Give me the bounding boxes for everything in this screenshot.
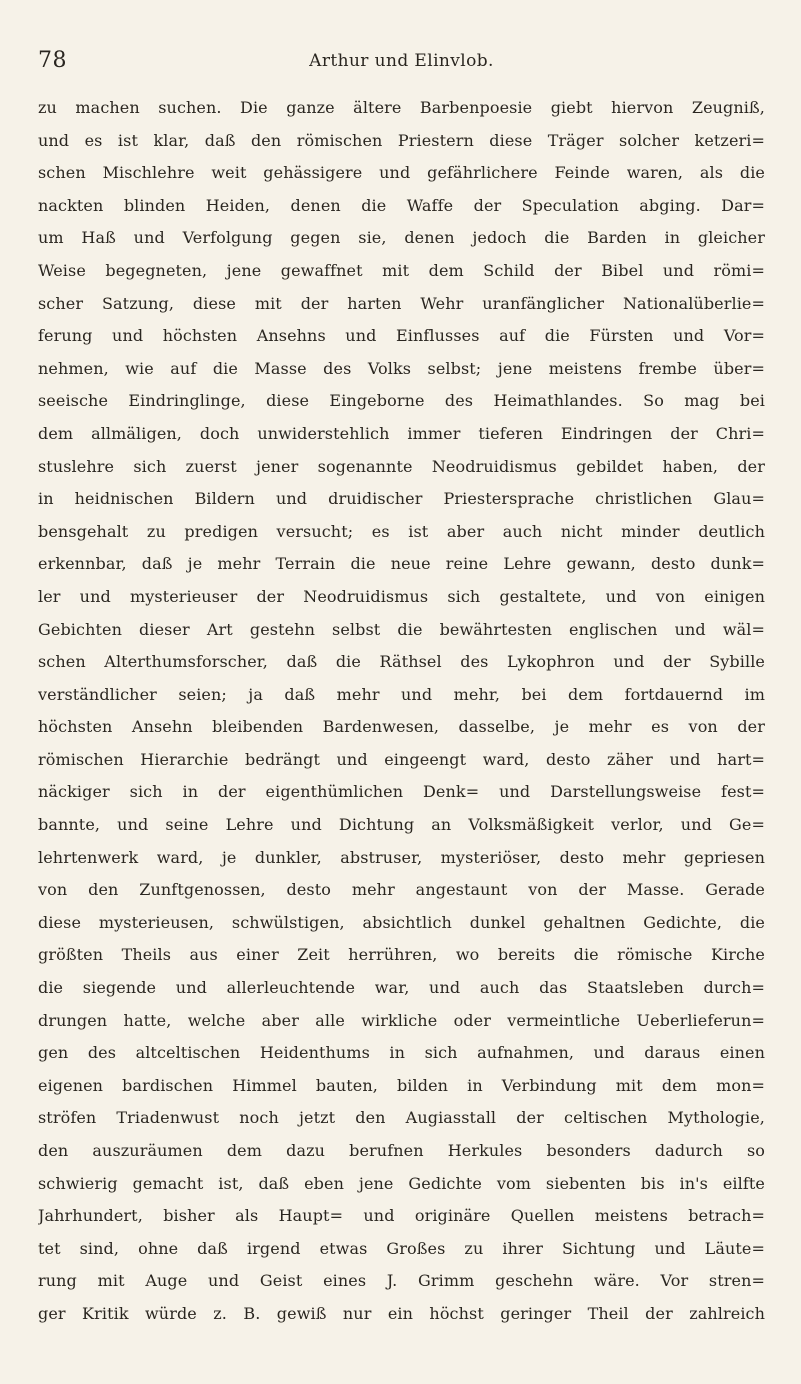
text-line: schen Alterthumsforscher, daß die Räthsel des Lykophron und der Sybille (38, 652, 765, 672)
running-head (38, 46, 765, 76)
body-text (38, 92, 765, 1331)
text-line: tet sind, ohne daß irgend etwas Großes zu ihrer Sichtung und Läute= (38, 1238, 765, 1258)
text-line: Gebichten dieser Art gestehn selbst die bewährtesten englischen und wäl= (38, 619, 765, 639)
page-number: 78 (38, 48, 67, 73)
text-line: römischen Hierarchie bedrängt und eingeengt ward, desto zäher und hart= (38, 749, 765, 769)
text-line: ferung und höchsten Ansehns und Einflusses auf die Fürsten und Vor= (38, 326, 765, 346)
text-line: Jahrhundert, bisher als Haupt= und originäre Quellen meistens betrach= (38, 1206, 765, 1226)
text-line: drungen hatte, welche aber alle wirkliche oder vermeintliche Ueberlieferun= (38, 1010, 765, 1030)
text-line: schwierig gemacht ist, daß eben jene Gedichte vom siebenten bis in's eilfte (38, 1173, 765, 1193)
text-line: diese mysterieusen, schwülstigen, absichtlich dunkel gehaltnen Gedichte, die (38, 912, 765, 932)
text-line: größten Theils aus einer Zeit herrühren, wo bereits die römische Kirche (38, 945, 765, 965)
text-line: in heidnischen Bildern und druidischer Priestersprache christlichen Glau= (38, 489, 765, 509)
text-line: ströfen Triadenwust noch jetzt den Augiasstall der celtischen Mythologie, (38, 1108, 765, 1128)
text-line: ler und mysterieuser der Neodruidismus sich gestaltete, und von einigen (38, 586, 765, 606)
text-line: eigenen bardischen Himmel bauten, bilden in Verbindung mit dem mon= (38, 1075, 765, 1095)
text-line: lehrtenwerk ward, je dunkler, abstruser, mysteriöser, desto mehr gepriesen (38, 847, 765, 867)
text-line: den auszuräumen dem dazu berufnen Herkules besonders dadurch so (38, 1141, 765, 1160)
text-line: bannte, und seine Lehre und Dichtung an Volksmäßigkeit verlor, und Ge= (38, 815, 765, 835)
text-line: von den Zunftgenossen, desto mehr angestaunt von der Masse. Gerade (38, 880, 765, 900)
text-line: gen des altceltischen Heidenthums in sich aufnahmen, und daraus einen (38, 1043, 765, 1063)
text-line: ger Kritik würde z. B. gewiß nur ein höchst geringer Theil der zahlreich (38, 1303, 765, 1323)
text-line: dem allmäligen, doch unwiderstehlich immer tieferen Eindringen der Chri= (38, 423, 765, 443)
text-line: und es ist klar, daß den römischen Priestern diese Träger solcher ketzeri= (38, 130, 765, 150)
text-line: verständlicher seien; ja daß mehr und mehr, bei dem fortdauernd im (38, 684, 765, 704)
text-line: schen Mischlehre weit gehässigere und gefährlichere Feinde waren, als die (38, 163, 765, 183)
text-line: zu machen suchen. Die ganze ältere Barbenpoesie giebt hiervon Zeugniß, (38, 98, 765, 117)
text-line: stuslehre sich zuerst jener sogenannte Neodruidismus gebildet haben, der (38, 456, 765, 476)
text-line: Weise begegneten, jene gewaffnet mit dem Schild der Bibel und römi= (38, 260, 765, 280)
text-line: nehmen, wie auf die Masse des Volks selbst; jene meistens frembe über= (38, 358, 765, 378)
text-line: seeische Eindringlinge, diese Eingeborne des Heimathlandes. So mag bei (38, 391, 765, 411)
text-line: um Haß und Verfolgung gegen sie, denen jedoch die Barden in gleicher (38, 228, 765, 248)
text-line: erkennbar, daß je mehr Terrain die neue reine Lehre gewann, desto dunk= (38, 554, 765, 574)
text-line: bensgehalt zu predigen versucht; es ist aber auch nicht minder deutlich (38, 521, 765, 541)
text-line: nackten blinden Heiden, denen die Waffe der Speculation abging. Dar= (38, 195, 765, 215)
text-line: näckiger sich in der eigenthümlichen Denk= und Darstellungsweise fest= (38, 782, 765, 802)
running-title: Arthur und Elinvlob. (309, 51, 494, 71)
text-line: die siegende und allerleuchtende war, und auch das Staatsleben durch= (38, 978, 765, 998)
text-line: scher Satzung, diese mit der harten Wehr uranfänglicher Nationalüberlie= (38, 293, 765, 313)
text-line: rung mit Auge und Geist eines J. Grimm geschehn wäre. Vor stren= (38, 1271, 765, 1291)
text-line: höchsten Ansehn bleibenden Bardenwesen, dasselbe, je mehr es von der (38, 717, 765, 737)
